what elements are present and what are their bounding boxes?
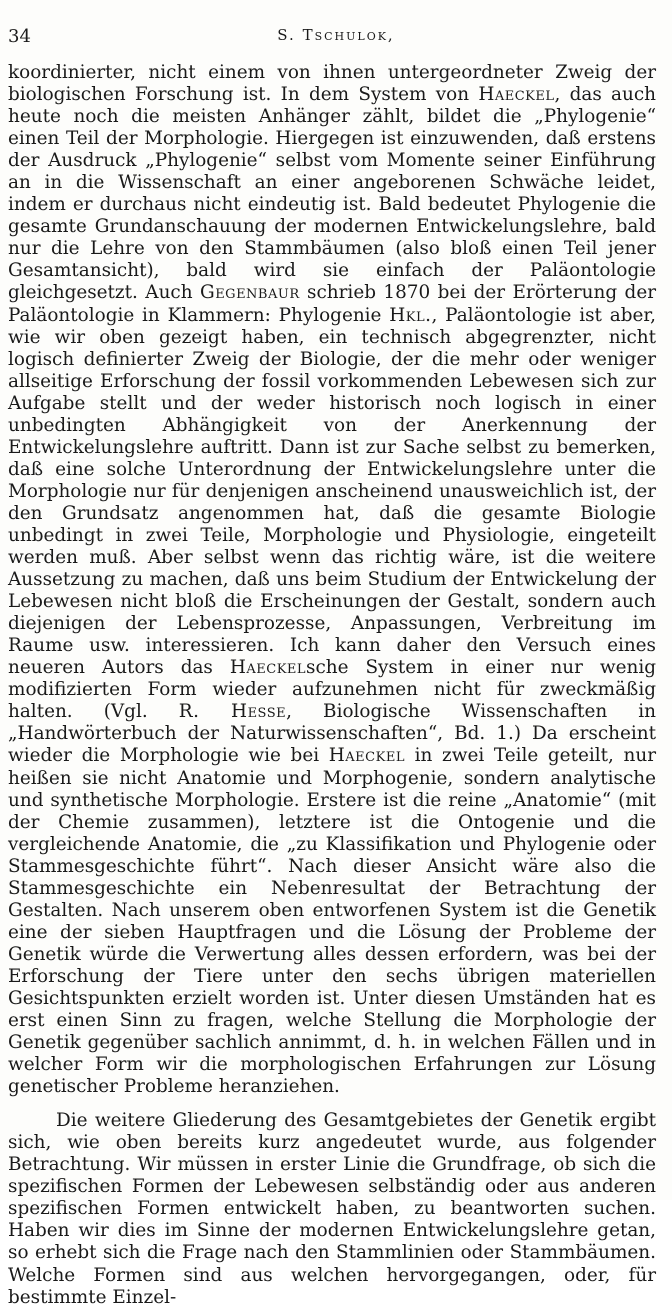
author-name: Haeckel [328,745,405,767]
author-name: Gegenbaur [200,282,300,304]
author-name: Hkl. [389,304,432,326]
author-name: Haeckel [229,657,307,679]
running-head [8,24,664,50]
author-name: Haeckel [478,84,555,106]
paragraph-2: Die weitere Gliederung des Gesamtgebietes der Genetik ergibt sich, wie oben bereits kurz angedeutet wurde, aus folgender Betrachtung. Wir müssen in erster Linie die Grundfrage, ob sich die spezifischen Formen der Lebewesen selbständig oder aus anderen spezifischen Formen entwickelt haben, zu beantworten suchen. Haben wir dies im Sinne der modernen Entwickelungslehre getan, so erhebt sich die Frage nach den Stammlinien oder Stammbäumen. Welche Formen sind aus welchen hervorgegangen, oder, für bestimmte Einzel- [8,1110,656,1308]
body-text [8,62,656,1309]
author-name: R. Hesse [178,701,287,723]
paragraph-1: koordinierter, nicht einem von ihnen untergeordneter Zweig der biologischen Forschung ist. In dem System von Haeckel, das auch heute noch die meisten Anhänger zählt, bildet die „Phylogenie“ einen Teil der Morphologie. Hiergegen ist einzuwenden, daß erstens der Ausdruck „Phylogenie“ selbst vom Momente seiner Einführung an in die Wissenschaft an einer angeborenen Schwäche leidet, indem er durchaus nicht eindeutig ist. Bald bedeutet Phylogenie die gesamte Grundanschauung der modernen Entwickelungslehre, bald nur die Lehre von den Stammbäumen (also bloß einen Teil jener Gesamtansicht), bald wird sie einfach der Paläontologie gleichgesetzt. Auch Gegenbaur schrieb 1870 bei der Erörterung der Paläontologie in Klammern: Phylogenie Hkl., Paläontologie ist aber, wie wir oben gezeigt haben, ein technisch abgegrenzter, nicht logisch definierter Zweig der Biologie, der die mehr oder weniger allseitige Erforschung der fossil vorkommenden Lebewesen sich zur Aufgabe stellt und der weder historisch noch logisch in einer unbedingten Abhängigkeit von der Anerkennung der Entwickelungslehre auftritt. Dann ist zur Sache selbst zu bemerken, daß eine solche Unterordnung der Entwickelungslehre unter die Morphologie nur für denjenigen anscheinend unausweichlich ist, der den Grundsatz angenommen hat, daß die gesamte Biologie unbedingt in zwei Teile, Morphologie und Physiologie, eingeteilt werden muß. Aber selbst wenn das richtig wäre, ist die weitere Aussetzung zu machen, daß uns beim Studium der Entwickelung der Lebewesen nicht bloß die Erscheinungen der Gestalt, sondern auch diejenigen der Lebensprozesse, Anpassungen, Verbreitung im Raume usw. interessieren. Ich kann daher den Versuch eines neueren Autors das Haeckelsche System in einer nur wenig modifizierten Form wieder aufzunehmen nicht für zweckmäßig halten. (Vgl. R. Hesse, Biologische Wissenschaften in „Handwörterbuch der Naturwissenschaften“, Bd. 1.) Da erscheint wieder die Morphologie wie bei Haeckel in zwei Teile geteilt, nur heißen sie nicht Anatomie und Morphogenie, sondern analytische und synthetische Morphologie. Erstere ist die reine „Anatomie“ (mit der Chemie zusammen), letztere ist die Ontogenie und die vergleichende Anatomie, die „zu Klassifikation und Phylogenie oder Stammesgeschichte führt“. Nach dieser Ansicht wäre also die Stammesgeschichte ein Nebenresultat der Betrachtung der Gestalten. Nach unserem oben entworfenen System ist die Genetik eine der sieben Hauptfragen und die Lösung der Probleme der Genetik würde die Verwertung alles dessen erfordern, was bei der Erforschung der Tiere unter den sechs übrigen materiellen Gesichtspunkten erzielt worden ist. Unter diesen Umständen hat es erst einen Sinn zu fragen, welche Stellung die Morphologie der Genetik gegenüber sachlich annimmt, d. h. in welchen Fällen und in welcher Form wir die morphologischen Erfahrungen zur Lösung genetischer Probleme heranziehen. [8,62,657,1098]
page-number: 34 [8,26,31,47]
running-title: S. Tschulok, [277,26,395,44]
